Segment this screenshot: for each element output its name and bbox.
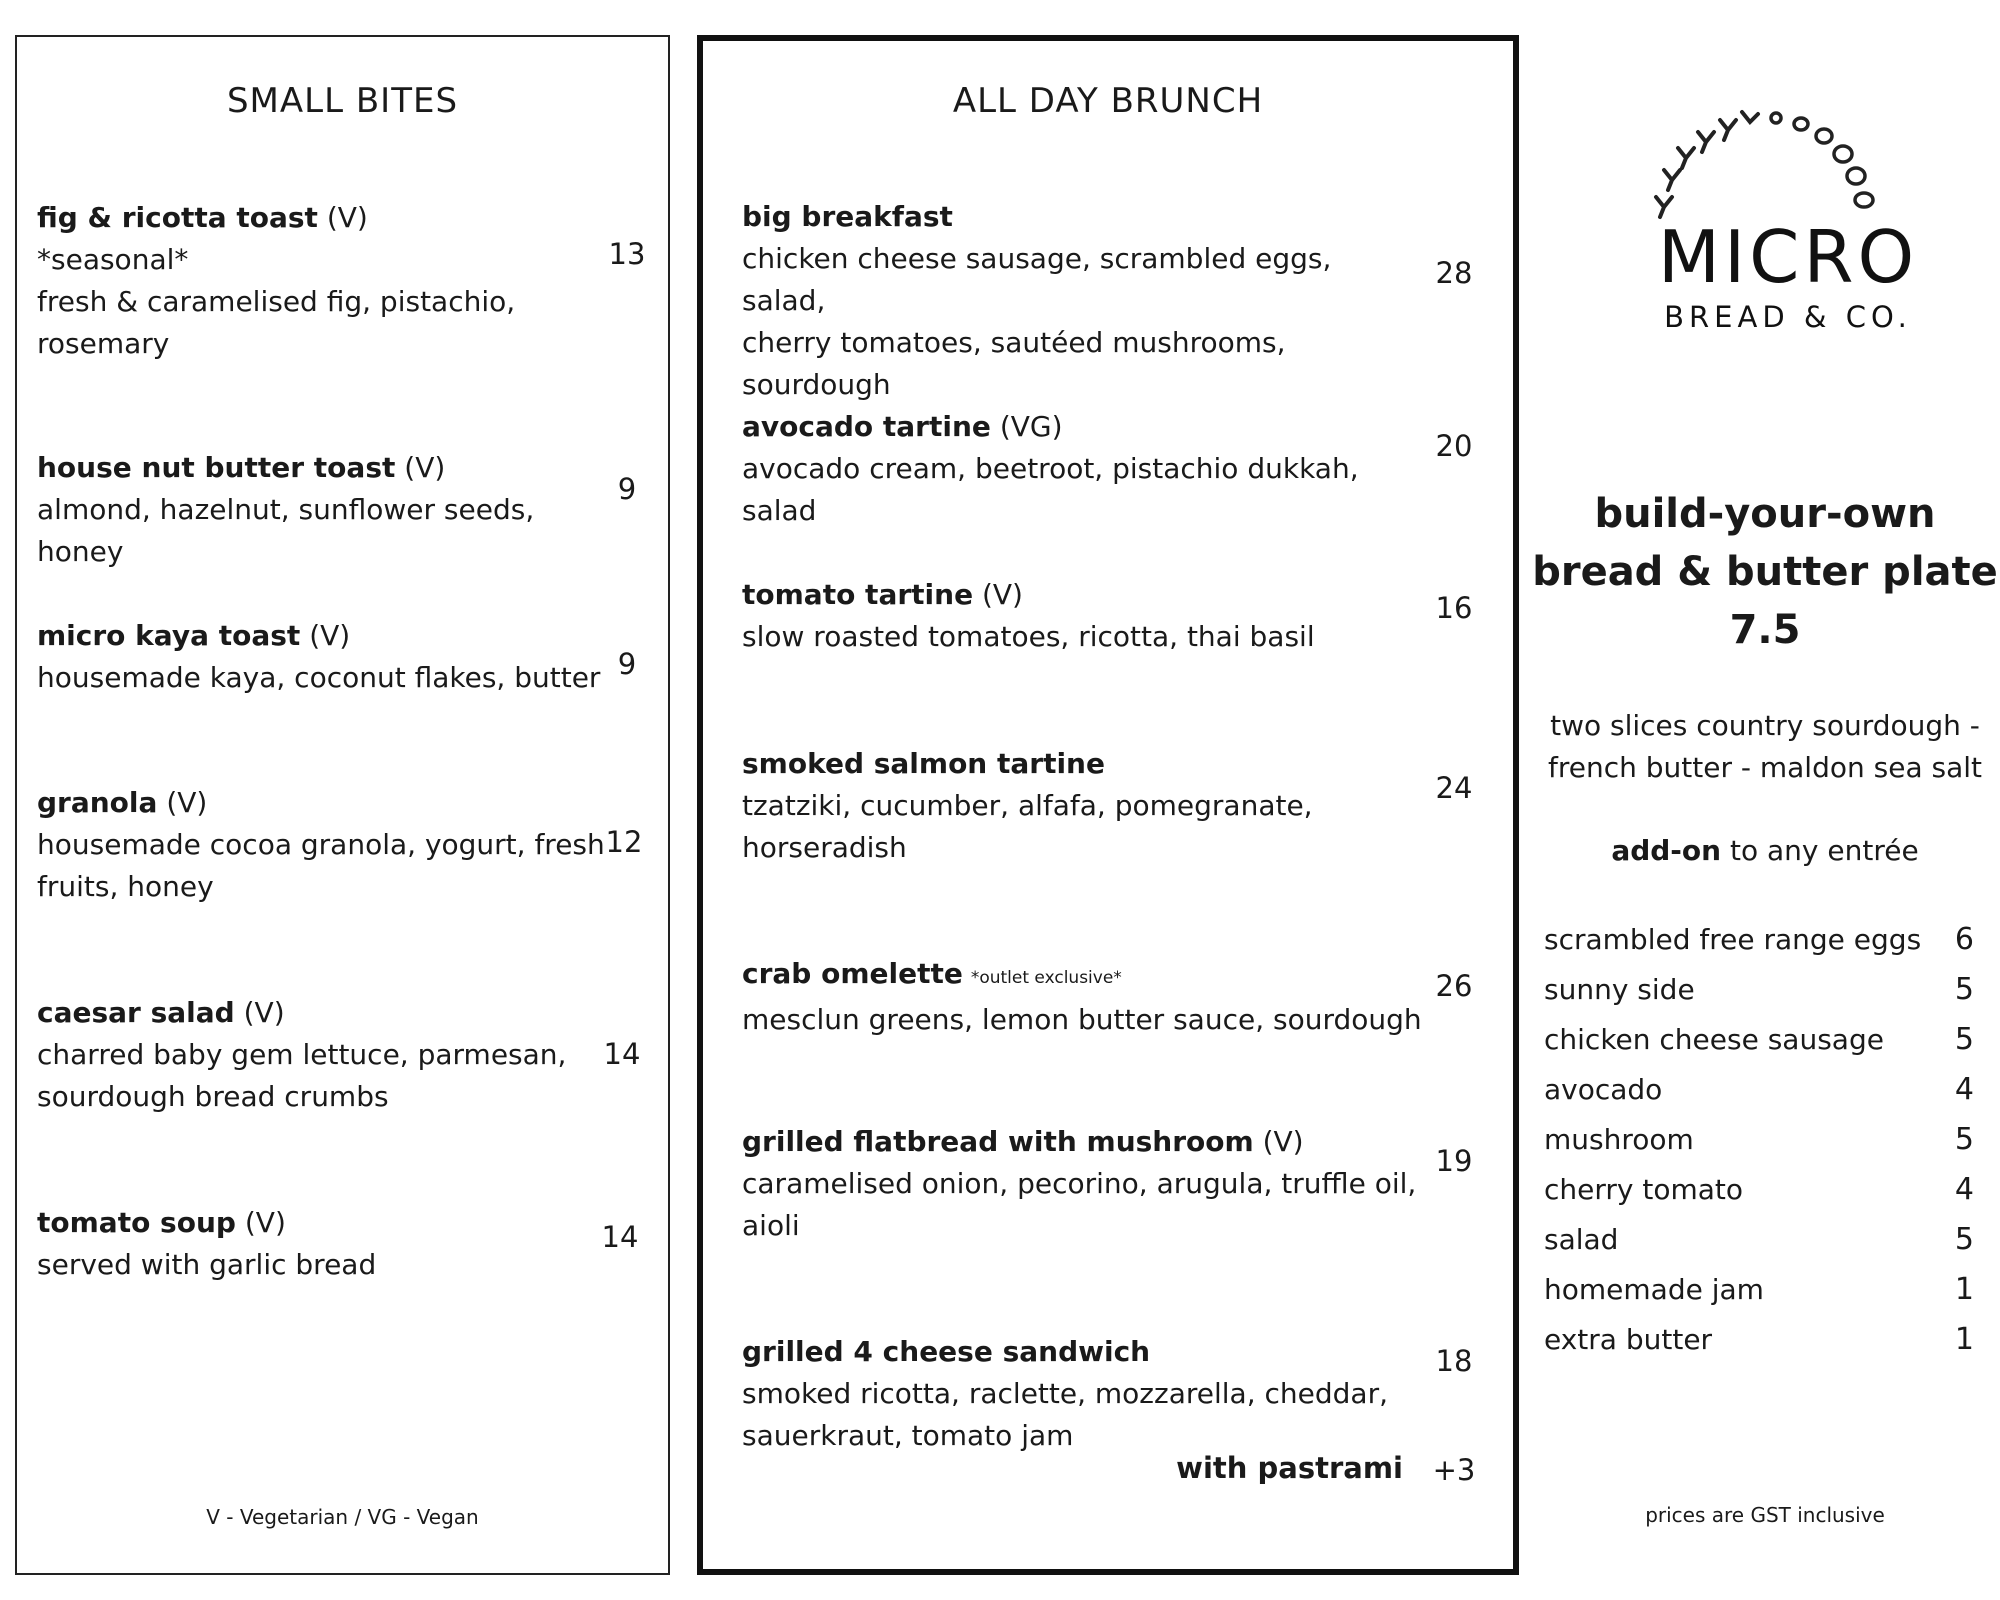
item-name: grilled flatbread with mushroom xyxy=(742,1125,1254,1158)
item-name: fig & ricotta toast xyxy=(37,201,318,234)
menu-item xyxy=(742,953,1422,1041)
item-desc: smoked ricotta, raclette, mozzarella, cheddar, sauerkraut, tomato jam xyxy=(742,1377,1388,1452)
byo-title-line1: build-your-own xyxy=(1594,491,1936,537)
addon-price: 5 xyxy=(1954,1222,1974,1257)
menu-item xyxy=(37,197,607,365)
small-bites-title: SMALL BITES xyxy=(226,81,459,121)
addon-name: cherry tomato xyxy=(1544,1173,1744,1206)
item-tag: (V) xyxy=(309,619,351,652)
micro-bread-logo xyxy=(1616,92,1961,342)
item-desc: slow roasted tomatoes, ricotta, thai basil xyxy=(742,620,1315,653)
menu-item xyxy=(742,406,1422,532)
menu-item xyxy=(37,1202,607,1286)
byo-desc-line2: french butter - maldon sea salt xyxy=(1547,751,1983,784)
item-price: 13 xyxy=(608,237,646,271)
item-desc: tzatziki, cucumber, alfafa, pomegranate, horseradish xyxy=(742,789,1313,864)
menu-item xyxy=(37,615,607,699)
item-price: 9 xyxy=(617,472,637,506)
menu-item xyxy=(742,743,1422,869)
item-desc: chicken cheese sausage, scrambled eggs, salad, cherry tomatoes, sautéed mushrooms, sourdough xyxy=(742,242,1332,401)
addon-name: sunny side xyxy=(1544,973,1695,1006)
item-price: 14 xyxy=(603,1037,641,1071)
item-price: 12 xyxy=(605,825,643,859)
item-price: 20 xyxy=(1435,429,1473,463)
item-tag: (V) xyxy=(166,786,208,819)
item-price: 24 xyxy=(1435,771,1473,805)
item-tag: (V) xyxy=(1262,1125,1304,1158)
addon-heading-rest: to any entrée xyxy=(1721,834,1919,867)
small-bites-panel xyxy=(15,35,670,1575)
menu-item xyxy=(742,1121,1422,1247)
addon-row xyxy=(1544,1015,1974,1065)
addon-price: 5 xyxy=(1954,1022,1974,1057)
extra-label: with pastrami xyxy=(1176,1451,1403,1485)
crumb-circles-icon xyxy=(1771,113,1873,207)
addon-name: mushroom xyxy=(1544,1123,1694,1156)
addon-price: 1 xyxy=(1954,1272,1974,1307)
item-desc: almond, hazelnut, sunflower seeds, honey xyxy=(37,493,535,568)
addon-heading-bold: add-on xyxy=(1611,834,1722,867)
addon-price: 4 xyxy=(1954,1172,1974,1207)
addon-price: 5 xyxy=(1954,1122,1974,1157)
extra-price: +3 xyxy=(1432,1453,1476,1487)
menu-item xyxy=(37,782,607,908)
sidebar-column xyxy=(1530,0,2000,1600)
item-tag: (V) xyxy=(404,451,446,484)
item-name: granola xyxy=(37,786,158,819)
diet-legend: V - Vegetarian / VG - Vegan xyxy=(206,1505,479,1529)
item-price: 9 xyxy=(617,647,637,681)
brunch-title: ALL DAY BRUNCH xyxy=(952,81,1264,121)
addon-price: 4 xyxy=(1954,1072,1974,1107)
addon-row xyxy=(1544,1265,1974,1315)
addon-name: salad xyxy=(1544,1223,1619,1256)
item-name: caesar salad xyxy=(37,996,235,1029)
byo-price: 7.5 xyxy=(1729,607,1801,653)
item-desc: housemade kaya, coconut flakes, butter xyxy=(37,661,601,694)
item-desc: avocado cream, beetroot, pistachio dukkah, salad xyxy=(742,452,1359,527)
addon-price: 5 xyxy=(1954,972,1974,1007)
addon-row xyxy=(1544,1315,1974,1365)
item-price: 18 xyxy=(1435,1344,1473,1378)
addon-heading xyxy=(1530,830,2000,872)
item-name: tomato tartine xyxy=(742,578,974,611)
item-tag: (V) xyxy=(244,1206,286,1239)
item-price: 26 xyxy=(1435,969,1473,1003)
item-tag: (V) xyxy=(243,996,285,1029)
addon-name: homemade jam xyxy=(1544,1273,1764,1306)
item-name: crab omelette xyxy=(742,957,963,990)
gst-note: prices are GST inclusive xyxy=(1645,1503,1885,1527)
item-tag: (V) xyxy=(981,578,1023,611)
menu-item xyxy=(742,196,1422,406)
item-tag: *outlet exclusive* xyxy=(970,968,1122,988)
item-desc: charred baby gem lettuce, parmesan, sourdough bread crumbs xyxy=(37,1038,567,1113)
item-name: tomato soup xyxy=(37,1206,236,1239)
item-name: big breakfast xyxy=(742,200,953,233)
menu-item xyxy=(742,574,1422,658)
brand-name: MICRO xyxy=(1657,215,1919,299)
addon-row xyxy=(1544,915,1974,965)
addon-price: 1 xyxy=(1954,1322,1974,1357)
menu-item xyxy=(37,992,607,1118)
addon-name: scrambled free range eggs xyxy=(1544,923,1922,956)
item-price: 19 xyxy=(1435,1144,1473,1178)
brand-tagline: BREAD & CO. xyxy=(1664,300,1912,334)
byo-desc-line1: two slices country sourdough - xyxy=(1550,709,1980,742)
item-name: smoked salmon tartine xyxy=(742,747,1105,780)
brunch-panel xyxy=(697,35,1519,1575)
addon-row xyxy=(1544,1065,1974,1115)
menu-item xyxy=(742,1331,1422,1457)
item-name: grilled 4 cheese sandwich xyxy=(742,1335,1151,1368)
addon-name: avocado xyxy=(1544,1073,1663,1106)
item-tag: (VG) xyxy=(999,410,1063,443)
item-price: 16 xyxy=(1435,591,1473,625)
item-price: 28 xyxy=(1435,256,1473,290)
item-desc: served with garlic bread xyxy=(37,1248,377,1281)
item-desc: mesclun greens, lemon butter sauce, sourdough xyxy=(742,1003,1422,1036)
addon-name: chicken cheese sausage xyxy=(1544,1023,1884,1056)
leaf-arc-icon xyxy=(1656,112,1758,217)
item-name: house nut butter toast xyxy=(37,451,396,484)
addon-row xyxy=(1544,1115,1974,1165)
item-tag: (V) xyxy=(326,201,368,234)
menu-item xyxy=(37,447,607,573)
addon-price: 6 xyxy=(1954,922,1974,957)
addon-row xyxy=(1544,1165,1974,1215)
item-desc: *seasonal* fresh & caramelised fig, pistachio, rosemary xyxy=(37,243,516,360)
item-price: 14 xyxy=(601,1220,639,1254)
item-desc: housemade cocoa granola, yogurt, fresh fruits, honey xyxy=(37,828,605,903)
addon-row xyxy=(1544,1215,1974,1265)
item-name: micro kaya toast xyxy=(37,619,301,652)
item-name: avocado tartine xyxy=(742,410,991,443)
byo-title-line2: bread & butter plate xyxy=(1532,549,1998,595)
addon-name: extra butter xyxy=(1544,1323,1713,1356)
addon-row xyxy=(1544,965,1974,1015)
item-desc: caramelised onion, pecorino, arugula, truffle oil, aioli xyxy=(742,1167,1417,1242)
